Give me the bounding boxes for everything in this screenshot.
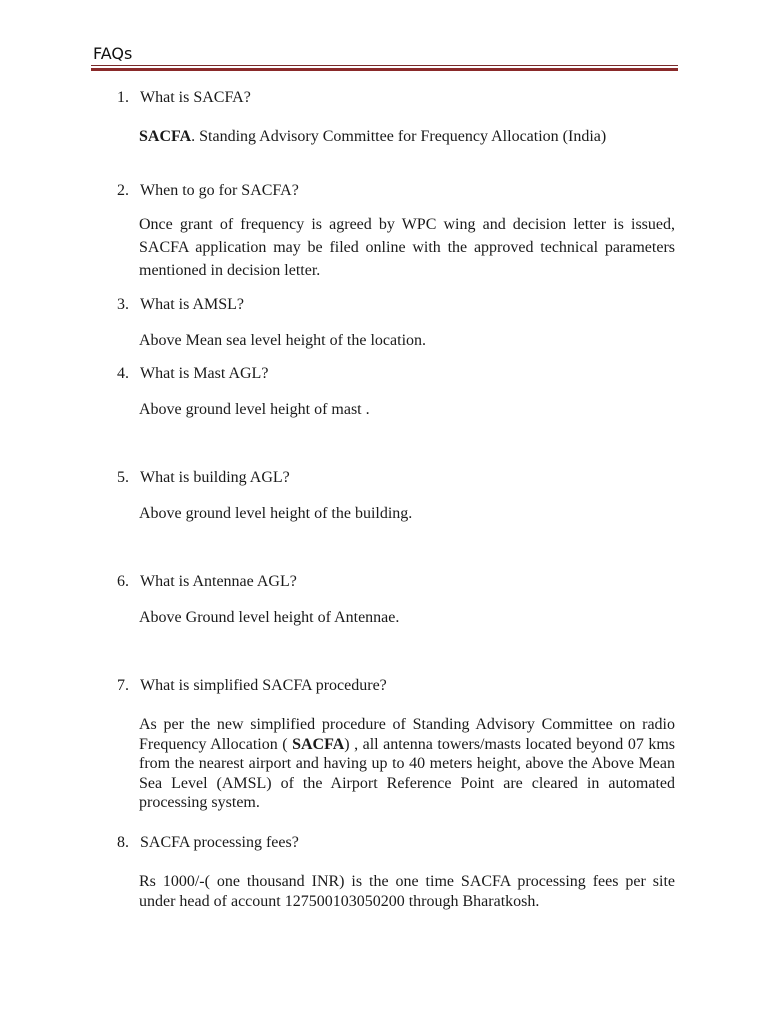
faq-number: 8. (117, 834, 129, 851)
faq-answer-6: Above Ground level height of Antennae. (139, 609, 400, 626)
faq-question-text: What is building AGL? (140, 469, 290, 486)
faq-question-7 (117, 676, 387, 696)
faq-question-1 (117, 88, 251, 108)
faq-number: 3. (117, 296, 129, 313)
header-rule-thick (91, 68, 678, 71)
faq-question-text: When to go for SACFA? (140, 182, 299, 199)
faq-question-text: What is AMSL? (140, 296, 244, 313)
faq-answer-text: ) , all antenna towers/masts located beyond 07 kms from the nearest airport and having up to 40 meters height, above the Above Mean Sea Level (AMSL) of the Airport Reference Point are cleared in automated processing system. (139, 735, 676, 811)
page-title: FAQs (93, 44, 133, 63)
faq-question-2 (117, 181, 299, 201)
faq-number: 1. (117, 89, 129, 106)
faq-answer-5: Above ground level height of the building. (139, 505, 413, 522)
faq-question-text: What is Antennae AGL? (140, 573, 297, 590)
faq-question-4 (117, 364, 268, 384)
answer-bold-term: SACFA (139, 128, 192, 145)
faq-answer-3: Above Mean sea level height of the location. (139, 332, 427, 349)
faq-question-8 (117, 833, 299, 853)
faq-number: 6. (117, 573, 129, 590)
faq-answer-7 (139, 715, 675, 813)
faq-question-text: SACFA processing fees? (140, 834, 299, 851)
faq-question-text: What is SACFA? (140, 89, 251, 106)
faq-question-3 (117, 295, 244, 315)
answer-bold-term: SACFA (292, 735, 345, 753)
faq-number: 5. (117, 469, 129, 486)
faq-question-text: What is simplified SACFA procedure? (140, 677, 387, 694)
header-rule-thin (91, 65, 678, 66)
faq-answer-text: . Standing Advisory Committee for Frequency Allocation (India) (191, 128, 607, 145)
faq-answer-8: Rs 1000/-( one thousand INR) is the one time SACFA processing fees per site under head of account 127500103050200 through Bharatkosh. (139, 873, 675, 910)
faq-number: 7. (117, 677, 129, 694)
faq-answer-2: Once grant of frequency is agreed by WPC wing and decision letter is issued, SACFA application may be filed online with the approved technical parameters mentioned in decision letter. (139, 216, 675, 279)
faq-question-6 (117, 572, 297, 592)
faq-number: 2. (117, 182, 129, 199)
faq-number: 4. (117, 365, 129, 382)
faq-answer-1 (139, 125, 675, 148)
faq-answer-4: Above ground level height of mast . (139, 401, 370, 418)
faq-question-5 (117, 468, 290, 488)
faq-answer-text: As per the new simplified procedure of Standing Advisory Committee on radio Frequency Allocation ( (139, 716, 675, 753)
faq-question-text: What is Mast AGL? (140, 365, 269, 382)
